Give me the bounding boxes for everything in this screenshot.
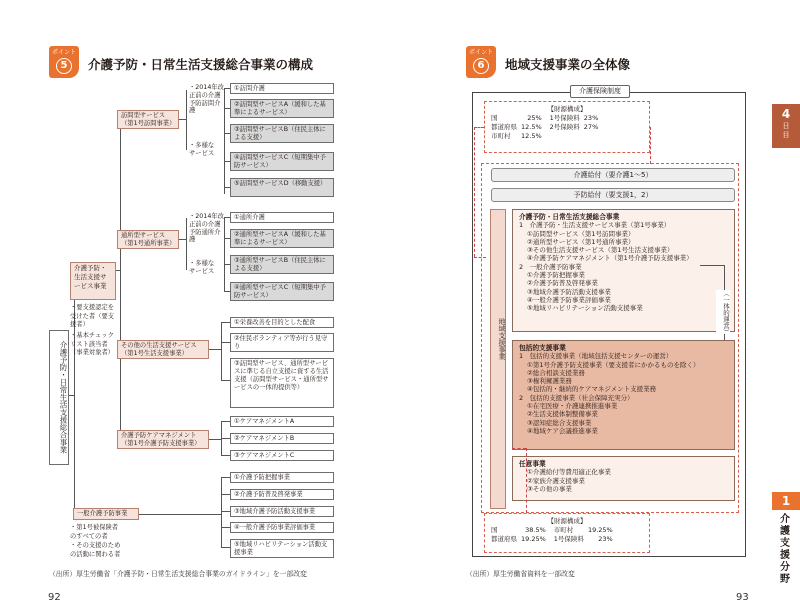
ippan-target-2: ・その支援のための活動に関わる者 [70,542,121,558]
fund-cell: 都道府県 [491,535,517,543]
kaigo-target-1: ・要支援認定を受けた者（要支援者） [70,304,115,329]
connector [209,349,221,350]
hokatsu-line: ③認知症総合支援事業 [527,418,592,427]
connector [224,88,230,89]
fund-cell: 市町村 [553,526,574,534]
service-visit: 訪問型サービス（第1号訪問事業） [117,110,179,129]
chiiki-shien-label: 地域支援事業 [498,318,506,360]
tayou-label-day: ・多様なサービス [189,260,215,275]
connector [221,438,230,439]
other-item-1: ①栄養改善を目的とした配食 [230,317,334,328]
page-number-left: 92 [48,592,61,603]
left-page-title: 介護予防・日常生活支援総合事業の構成 [88,57,314,72]
connector [221,342,230,343]
yobou-kyufu: 予防給付（要支援1，2） [491,188,735,202]
hokatsu-line: ③権利擁護業務 [527,377,572,386]
hokatsu-line: ①第1号介護予防支援事業（要支援者にかかるものを除く） [527,360,700,369]
field-tab-number[interactable]: 1 [772,492,800,510]
service-caremanage: 介護予防ケアマネジメント（第1号介護予防支援事業） [117,430,209,449]
sogo-line: ③地域介護予防活動支援事業 [527,287,611,296]
fund-cell: 19.25% [521,535,546,543]
right-caption: （出所）厚生労働省資料を一部改変 [466,570,575,578]
sogo-line: ④介護予防ケアマネジメント（第1号介護予防支援事業） [527,254,693,263]
fund-box-bottom [484,513,650,553]
hokatsu-line: ②生活支援体制整備事業 [527,410,598,419]
nini-section [512,456,735,501]
connector [224,133,230,134]
care-item-3: ③ケアマネジメントC [230,450,334,461]
sogo-line: ①訪問型サービス（第1号訪問事業） [527,229,635,238]
hokatsu-line: 2 包括的支援事業（社会保障充実分） [519,393,634,402]
visit-item-4: ④訪問型サービスC（短期集中予防サービス） [230,152,334,171]
ippan-item-3: ③地域介護予防活動支援事業 [230,506,334,517]
day-tab[interactable] [772,104,800,148]
connector [224,264,230,265]
point-badge-5: ポイント 5 [49,46,79,78]
kaigo-kyufu: 介護給付（要介護1～5） [491,168,735,182]
fund-cell: 19.25% [587,526,613,534]
fund-connector [512,448,526,449]
hokatsu-line: ②総合相談支援業務 [527,368,585,377]
sogo-section [512,209,735,332]
kaigo-target-2: ・基本チェックリスト該当者（事業対象者） [70,332,115,357]
ippan-item-1: ①介護予防把握事業 [230,472,334,483]
visit-item-3: ③訪問型サービスB（住民主体による支援） [230,124,334,143]
fund-box-top [484,101,650,153]
fund-cell: 国 [491,526,498,534]
connector [209,439,221,440]
hokatsu-heading: 包括的支援事業 [519,344,566,352]
connector [221,455,230,456]
connector [139,514,221,515]
care-item-1: ①ケアマネジメントA [230,416,334,427]
connector [186,90,187,150]
fund-cell: 1号保険料 [553,535,584,543]
connector [221,421,230,422]
fund-cell: 2号保険料 [549,123,580,131]
visit-item-1: ①訪問介護 [230,83,334,94]
fund-cell: 38.5% [525,526,546,534]
kaigo-yobou-box: 介護予防・生活支援サービス事業 [70,262,116,300]
other-item-3: ③訪問型サービス、通所型サービスに準じる自立支援に資する生活支援（訪問型サービス・通所型サービスの一体的提供等） [230,358,334,408]
other-item-2: ②住民ボランティア等が行う見守り [230,333,334,352]
field-tab-label: 介護支援分野 [780,514,790,585]
fund-connector [526,448,527,513]
sogo-line: ②介護予防普及啓発事業 [527,279,598,288]
fund-cell: 25% [527,114,542,122]
connector [221,547,230,548]
right-page-title: 地域支援事業の全体像 [505,57,631,72]
fund-cell: 市町村 [491,132,511,140]
root-box: 介護予防・日常生活支援総合事業 [49,330,69,465]
sogo-line: ④一般介護予防事業評価事業 [527,295,611,304]
sogo-line: ②通所型サービス（第1号通所事業） [527,237,635,246]
sogo-line: 1 介護予防・生活支援サービス事業（第1号事業） [519,221,671,230]
connector [224,217,225,292]
prev-day-label: ・2014年改正前の介護予防通所介護 [189,213,224,244]
hokatsu-line: ①在宅医療・介護連携推進事業 [527,402,618,411]
sogo-line: 2 一般介護予防事業 [519,262,582,271]
connector [224,291,230,292]
fund-cell: 1号保険料 [549,114,580,122]
connector [224,238,230,239]
connector [186,218,187,270]
insurance-label: 介護保険制度 [570,85,630,98]
connector [221,477,230,478]
prev-visit-label: ・2014年改正前の介護予防訪問介護 [189,84,224,115]
connector [221,511,230,512]
hokatsu-line: ④包括的・継続的ケアマネジメント支援業務 [527,385,657,394]
nini-line: ①介護給付等費用適正化事業 [527,468,611,477]
connector [221,477,222,547]
nini-line: ③その他の事業 [527,484,572,493]
ittai-label: （一体的運営） [716,290,730,334]
connector [224,187,230,188]
visit-item-2: ②訪問型サービスA（緩和した基準によるサービス） [230,99,334,118]
fund-table-bottom [491,526,621,544]
day-tab-number: 4 [781,107,791,121]
connector [221,322,230,323]
fund-cell: 都道府県 [491,123,517,131]
connector [179,239,186,240]
ippan-item-5: ⑤地域リハビリテーション活動支援事業 [230,539,334,558]
day-item-2: ②通所型サービスA（緩和した基準によるサービス） [230,229,334,248]
hokatsu-section [512,340,735,450]
ippan-item-4: ④一般介護予防事業評価事業 [230,522,334,533]
sogo-heading: 介護予防・日常生活支援総合事業 [519,213,620,221]
fund-table-top [491,114,606,141]
tayou-label-visit: ・多様なサービス [189,142,215,157]
connector [224,108,230,109]
service-day: 通所型サービス（第1号通所事業） [117,230,179,249]
fund-cell: 国 [491,114,498,122]
fund-connector [650,127,651,164]
connector [120,119,121,439]
day-item-1: ①通所介護 [230,212,334,223]
ittai-bracket [700,265,724,266]
ippan-item-2: ②介護予防普及啓発事業 [230,489,334,500]
page-number-right: 93 [736,592,749,603]
fund-connector [474,127,484,128]
hokatsu-line: ④地域ケア会議推進事業 [527,426,598,435]
care-item-2: ②ケアマネジメントB [230,433,334,444]
connector [224,88,225,194]
connector [224,161,230,162]
sogo-line: ③その他生活支援サービス（第1号生活支援事業） [527,246,674,255]
point-badge-6: ポイント 6 [466,46,496,78]
day-tab-label: 日目 [782,122,790,139]
connector [221,322,222,380]
day-item-3: ③通所型サービスB（住民主体による支援） [230,255,334,274]
fund-cell: 12.5% [521,132,542,140]
fund-title-top: 【財源構成】 [547,105,587,113]
ippan-target-1: ・第1号被保険者のすべての者 [70,524,119,540]
day-item-4: ④通所型サービスC（短期集中予防サービス） [230,282,334,301]
fund-title-bottom: 【財源構成】 [547,517,587,525]
connector [221,380,230,381]
nini-heading: 任意事業 [519,460,546,468]
fund-connector [474,127,475,257]
fund-cell: 27% [583,123,599,131]
visit-item-5: ⑤訪問型サービスD（移動支援） [230,178,334,197]
ippan-box: 一般介護予防事業 [73,508,139,520]
nini-line: ②家族介護支援事業 [527,476,585,485]
left-caption: （出所）厚生労働省「介護予防・日常生活支援総合事業のガイドライン」を一部改変 [49,570,307,578]
connector [224,217,230,218]
fund-cell: 23% [583,114,599,122]
connector [221,527,230,528]
connector [179,119,186,120]
fund-cell: 23% [598,535,613,543]
connector [221,494,230,495]
sogo-line: ①介護予防把握事業 [527,271,585,280]
sogo-line: ⑤地域リハビリテーション活動支援事業 [527,304,643,313]
service-other: その他の生活支援サービス（第1号生活支援事業） [117,340,209,359]
fund-cell: 12.5% [521,123,542,131]
hokatsu-line: 1 包括的支援事業（地域包括支援センターの運営） [519,352,673,361]
